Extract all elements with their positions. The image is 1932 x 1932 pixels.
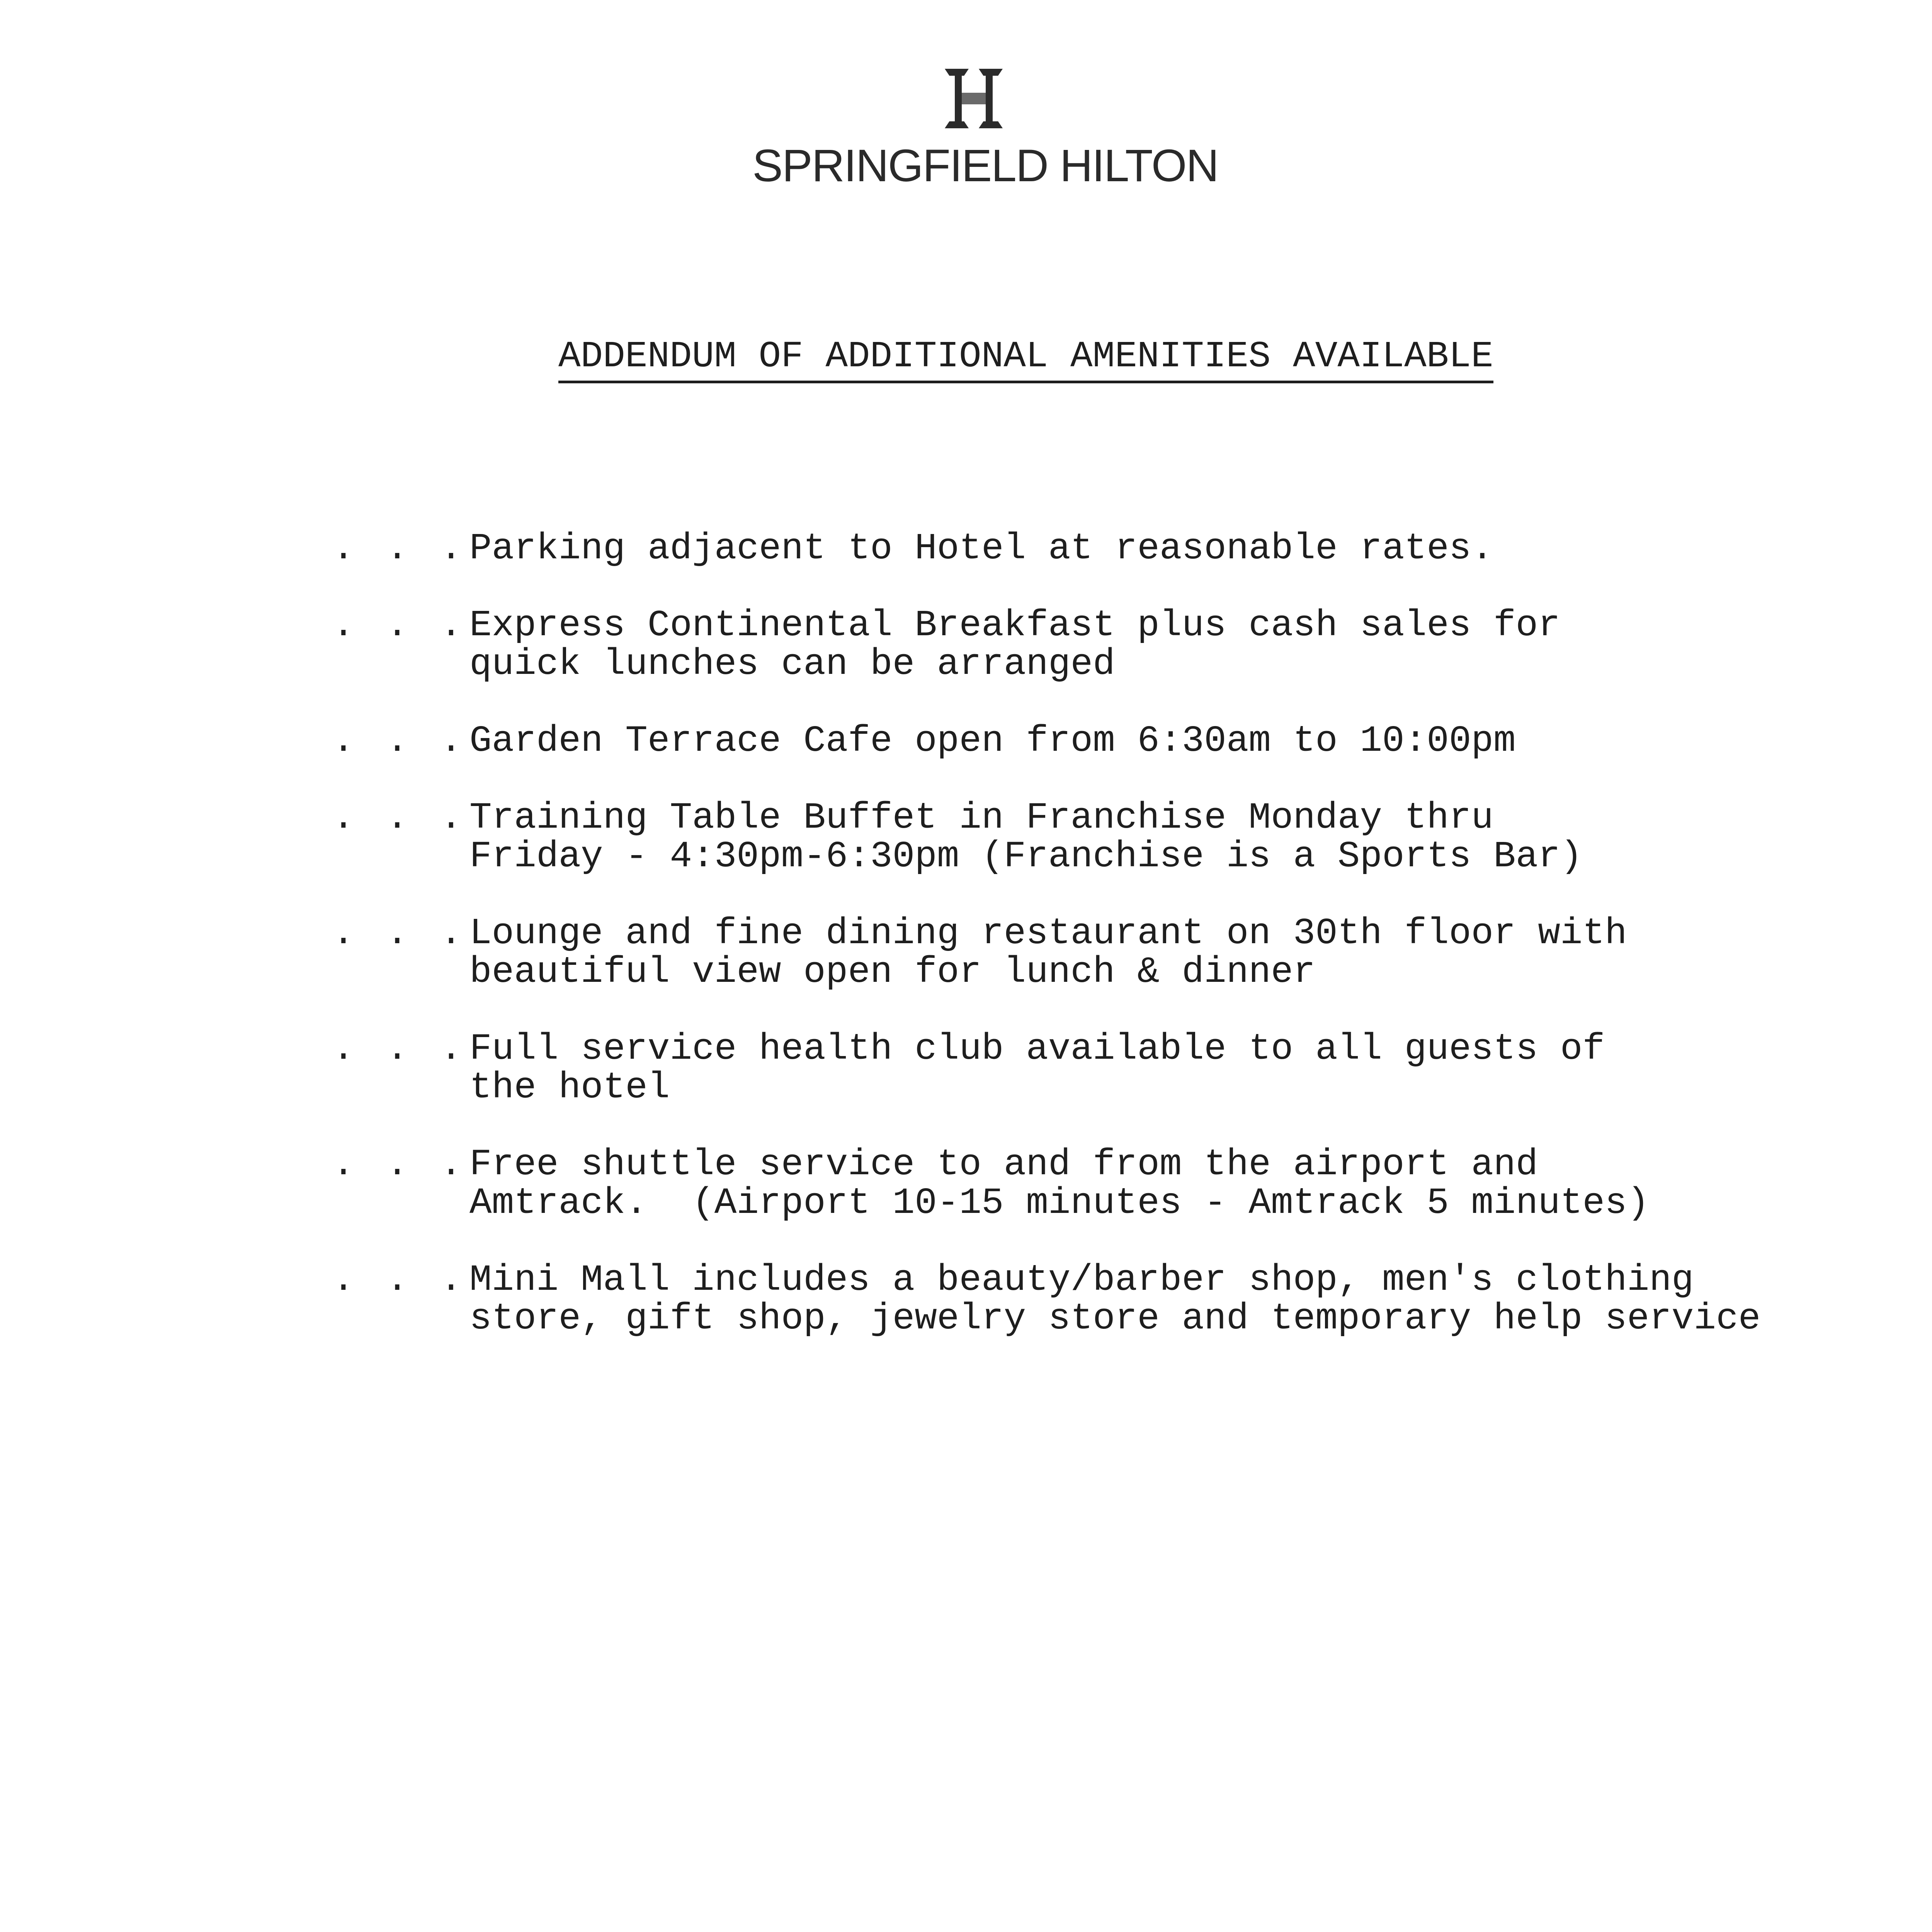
item-line: Friday - 4:30pm-6:30pm (Franchise is a Sports Bar) xyxy=(469,835,1583,878)
item-line: the hotel xyxy=(469,1066,670,1109)
item-line: Mini Mall includes a beauty/barber shop, men's clothing xyxy=(469,1259,1694,1301)
list-item xyxy=(332,722,1917,760)
list-item xyxy=(332,1261,1917,1338)
item-line: store, gift shop, jewelry store and temporary help service xyxy=(469,1298,1761,1340)
hilton-logo-icon xyxy=(933,66,1014,131)
item-line: Parking adjacent to Hotel at reasonable rates. xyxy=(469,527,1494,570)
bullet-dots: . . . xyxy=(332,1028,467,1070)
item-line: Amtrack. (Airport 10-15 minutes - Amtrack 5 minutes) xyxy=(469,1182,1650,1224)
list-item xyxy=(332,529,1917,568)
bullet-dots: . . . xyxy=(332,1143,467,1185)
item-line: beautiful view open for lunch & dinner xyxy=(469,951,1316,993)
bullet-dots: . . . xyxy=(332,720,467,762)
item-line: Full service health club available to all guests of xyxy=(469,1028,1605,1070)
hotel-name: SPRINGFIELD HILTON xyxy=(752,140,1218,191)
item-line: quick lunches can be arranged xyxy=(469,643,1115,685)
list-item xyxy=(332,1030,1917,1107)
page-title: ADDENDUM OF ADDITIONAL AMENITIES AVAILABLE xyxy=(558,338,1493,383)
bullet-dots: . . . xyxy=(332,912,467,954)
bullet-dots: . . . xyxy=(332,527,467,570)
list-item xyxy=(332,606,1917,684)
bullet-dots: . . . xyxy=(332,1259,467,1301)
bullet-dots: . . . xyxy=(332,797,467,839)
list-item xyxy=(332,799,1917,876)
item-line: Free shuttle service to and from the airport and xyxy=(469,1143,1538,1185)
item-line: Lounge and fine dining restaurant on 30th floor with xyxy=(469,912,1627,954)
bullet-dots: . . . xyxy=(332,604,467,646)
item-line: Training Table Buffet in Franchise Monday thru xyxy=(469,797,1494,839)
list-item xyxy=(332,914,1917,992)
amenities-list xyxy=(332,529,1917,1376)
item-line: Express Continental Breakfast plus cash sales for xyxy=(469,604,1560,646)
list-item xyxy=(332,1145,1917,1223)
item-line: Garden Terrace Cafe open from 6:30am to 10:00pm xyxy=(469,720,1516,762)
